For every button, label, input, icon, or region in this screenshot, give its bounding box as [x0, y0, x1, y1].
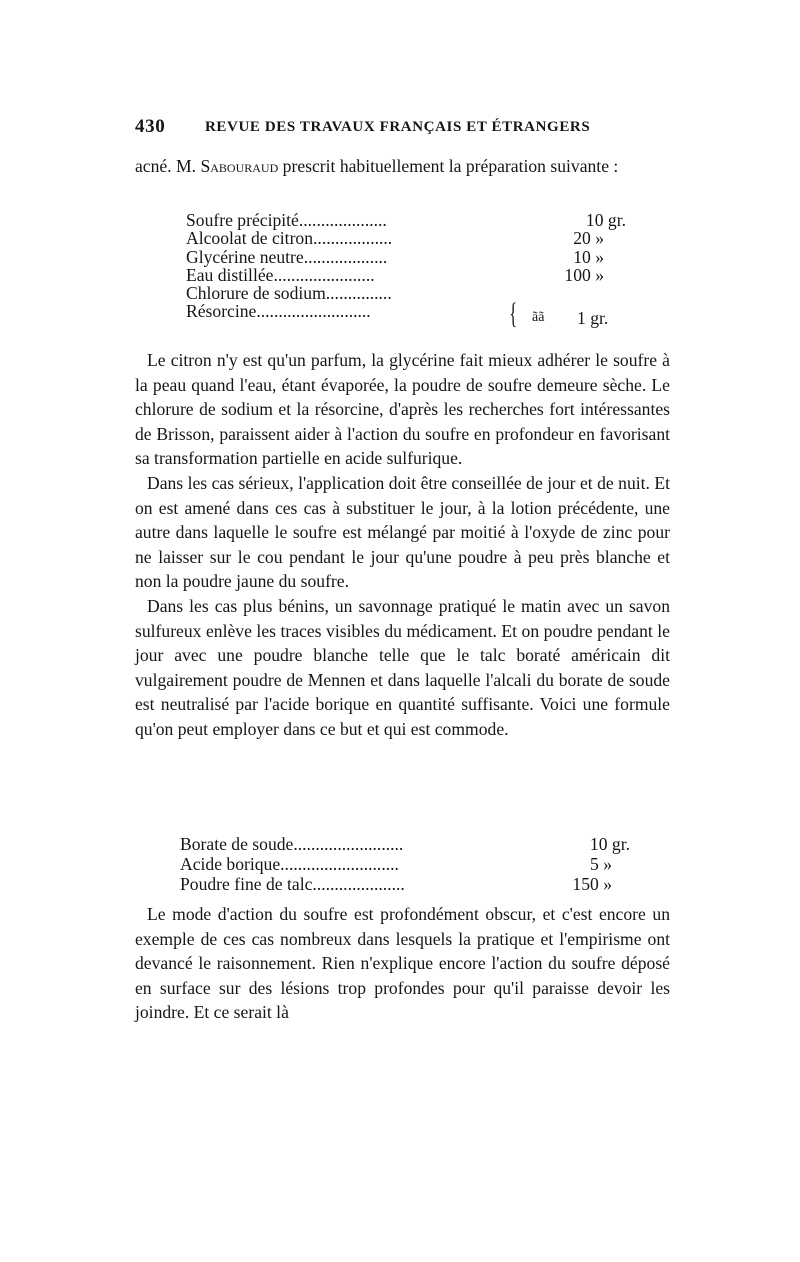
recipe-1-quantity: 10 »	[573, 246, 604, 267]
grouping-brace: {	[509, 297, 518, 330]
recipe-2-line	[180, 854, 630, 874]
recipe-2-quantity: 10 gr.	[589, 834, 630, 854]
recipe-2-ingredient: Acide borique...........................	[180, 854, 399, 874]
paragraph: Dans les cas plus bénins, un savonnage pratiqué le matin avec un savon sulfureux enlève les traces visibles du médicament. Et on poudre pendant le jour avec une poudre blanche telle que le talc boraté américain dit vulgairement poudre de Mennen et dans laquelle l'alcali du borate de soude est neutralisé par l'acide borique en quantité suffisante. Voici une formule qu'on peut employer dans ce but et qui est commode.	[135, 595, 670, 739]
intro-after: prescrit habituellement la préparation suivante :	[278, 156, 619, 176]
recipe-2-quantity: 5 »	[590, 854, 612, 874]
recipe-1-quantity: 10 gr.	[585, 210, 626, 230]
shared-prefix: ãã	[532, 310, 545, 325]
recipe-2-quantity: 150 »	[572, 874, 612, 894]
body-text-1	[135, 348, 670, 742]
recipe-2-line	[180, 874, 630, 894]
intro-paragraph	[135, 154, 670, 179]
running-title: REVUE DES TRAVAUX FRANÇAIS ET ÉTRANGERS	[205, 119, 591, 135]
recipe-1-ingredient: Glycérine neutre...................	[186, 246, 388, 267]
recipe-2	[180, 834, 630, 894]
recipe-2-ingredient: Borate de soude.........................	[180, 834, 404, 854]
recipe-1-quantity: 20 »	[573, 228, 604, 249]
recipe-1-quantity: 100 »	[564, 264, 604, 285]
paragraph: Dans les cas sérieux, l'application doit être conseillée de jour et de nuit. Et on est amené dans ces cas à substituer le jour, à la lotion précédente, une autre dans laquelle le soufre est mélangé par moitié à l'oxyde de zinc pour ne laisser sur le cou pendant le jour qu'une poudre à peu près blanche et non la poudre jaune du soufre.	[135, 472, 670, 592]
recipe-1-ingredient: Alcoolat de citron..................	[186, 228, 393, 249]
page-header	[135, 116, 665, 138]
paragraph: Le citron n'y est qu'un parfum, la glycérine fait mieux adhérer le soufre à la peau quand l'eau, étant évaporée, la poudre de soufre demeure sèche. Le chlorure de sodium et la résorcine, d'après les recherches fort intéressantes de Brisson, paraissent aider à l'action du soufre en profondeur en favorisant sa transformation partielle en acide sulfurique.	[135, 350, 670, 469]
page-number: 430	[135, 116, 166, 137]
shared-quantity: 1 gr.	[577, 308, 609, 328]
recipe-1-line	[186, 266, 626, 284]
recipe-1	[186, 210, 626, 330]
recipe-1-line	[186, 248, 626, 266]
recipe-1-ingredient: Résorcine..........................	[186, 301, 371, 322]
recipe-1-ingredient: Chlorure de sodium...............	[186, 283, 392, 304]
author-name: Sabouraud	[200, 156, 279, 176]
recipe-2-ingredient: Poudre fine de talc.....................	[180, 874, 405, 894]
recipe-1-ingredient: Eau distillée.......................	[186, 264, 375, 285]
recipe-2-line	[180, 834, 630, 854]
body-text-2	[135, 902, 670, 1025]
paragraph: Le mode d'action du soufre est profondément obscur, et c'est encore un exemple de ces cas nombreux dans lesquels la pratique et l'empirisme ont devancé le raisonnement. Rien n'explique encore l'action du soufre déposé en surface sur des lésions trop profondes pour qu'il paraisse devoir les joindre. Et ce serait là	[135, 904, 670, 1023]
recipe-1-line	[186, 211, 626, 229]
recipe-1-line	[186, 229, 626, 247]
recipe-1-line	[186, 302, 626, 320]
recipe-1-line	[186, 284, 626, 302]
recipe-1-ingredient: Soufre précipité....................	[186, 210, 387, 230]
intro-before: acné. M.	[135, 156, 201, 176]
